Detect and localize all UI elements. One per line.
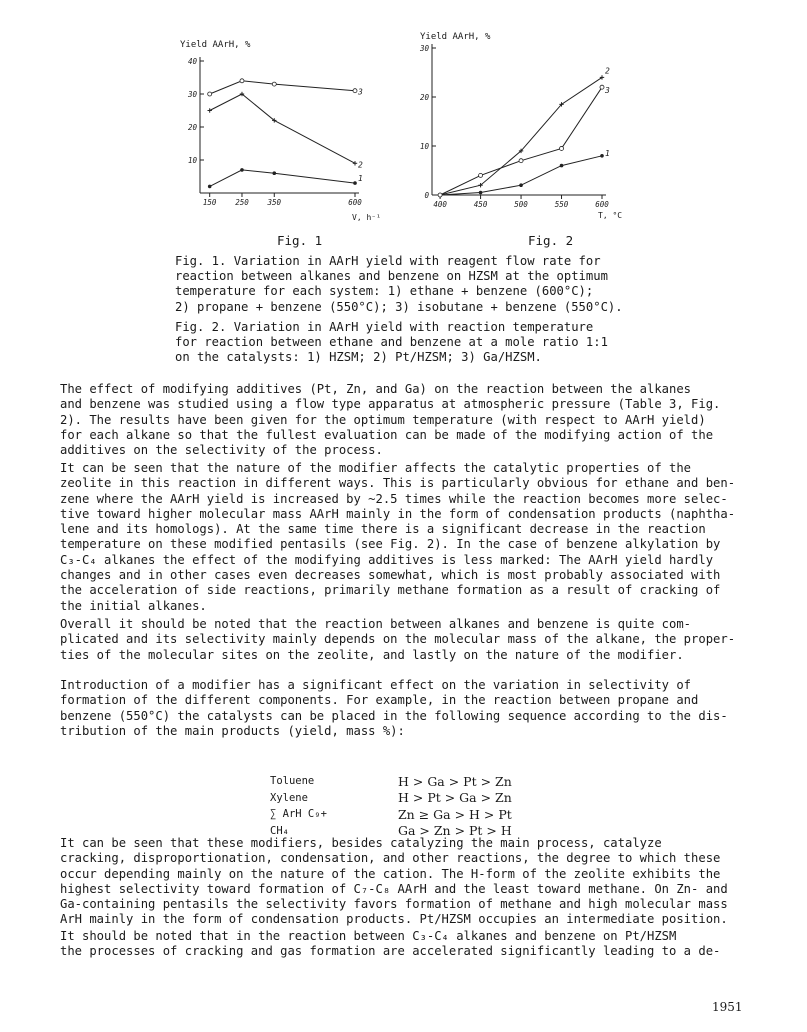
series-line	[440, 87, 602, 195]
fig2-caption: Fig. 2. Variation in AArH yield with reaction temperature for reaction between ethane and benzene at a mole ratio 1:1 on the catalysts: 1) HZSM; 2) Pt/HZSM; 3) Ga/HZSM.	[175, 320, 608, 365]
sequence-order: H > Ga > Pt > Zn	[398, 773, 512, 789]
data-point	[560, 164, 564, 168]
paragraph-2: It can be seen that the nature of the modifier affects the catalytic properties of the zeolite in this reaction in different ways. This is particularly obvious for ethane and ben- zene where the AArH yield is increased by ~2.5 times while the reaction becomes more selec- tive toward higher molecular mass AArH mainly in the form of condensation products (naphtha- lene and its homologs). At the same time there is a significant decrease in the reaction temperature on these modified pentasils (see Fig. 2). In the case of benzene alkylation by C₃-C₄ alkanes the effect of the modifying additives is less marked: The AArH yield hardly changes and in other cases even decreases somewhat, which is most probably associated with the acceleration of side reactions, primarily methane formation as a result of cracking of the initial alkanes.	[60, 461, 736, 613]
series-line	[210, 94, 355, 163]
x-tick-label: 600	[595, 200, 609, 209]
y-tick-label: 20	[187, 123, 197, 132]
x-tick-label: 250	[235, 198, 249, 207]
data-point	[560, 146, 564, 150]
sequence-row	[270, 806, 512, 823]
paragraph-5: It can be seen that these modifiers, besides catalyzing the main process, catalyze cracking, disproportionation, condensation, and other reactions, the degree to which these occur depending mainly on the nature of the cation. The H-form of the zeolite exhibits the highest selectivity toward formation of C₇-C₈ AArH and the least toward methane. On Zn- and Ga-containing pentasils the selectivity favors formation of methane and high molecular mass ArH mainly in the form of condensation products. Pt/HZSM occupies an intermediate position.	[60, 836, 728, 927]
figures-area	[170, 30, 630, 240]
x-tick-label: 150	[202, 198, 217, 207]
x-tick-label: 450	[473, 200, 488, 209]
data-point	[240, 79, 244, 83]
fig1-xlabel: V, h⁻¹	[352, 213, 381, 222]
fig2-chart	[419, 32, 622, 220]
y-tick-label: 10	[187, 156, 197, 165]
data-point	[479, 173, 483, 177]
series-label: 2	[358, 160, 363, 170]
data-point	[208, 185, 212, 189]
fig1-caption: Fig. 1. Variation in AArH yield with reagent flow rate for reaction between alkanes and benzene on HZSM at the optimum temperature for each system: 1) ethane + benzene (600°C); 2) propane + benzene (550°C); 3) isobutane + benzene (550°C).	[175, 254, 623, 314]
paragraph-1: The effect of modifying additives (Pt, Zn, and Ga) on the reaction between the alkanes and benzene was studied using a flow type apparatus at atmospheric pressure (Table 3, Fig. 2). The results have been given for the optimum temperature (with respect to AArH yield) for each alkane so that the fullest evaluation can be made of the modifying action of the additives on the selectivity of the process.	[60, 382, 721, 458]
sequence-product: CH₄	[270, 824, 289, 837]
data-point	[208, 92, 212, 96]
selectivity-sequence-table	[270, 773, 512, 839]
x-tick-label: 600	[348, 198, 362, 207]
page-number: 1951	[712, 1000, 743, 1014]
y-tick-label: 20	[419, 93, 429, 102]
paragraph-6: It should be noted that in the reaction between C₃-C₄ alkanes and benzene on Pt/HZSM the processes of cracking and gas formation are accelerated significantly leading to a de-	[60, 929, 721, 959]
y-tick-label: 30	[419, 44, 429, 53]
sequence-product: ∑ ArH C₉+	[270, 808, 327, 821]
sequence-order: Zn ≥ Ga > H > Pt	[398, 806, 512, 822]
data-point	[600, 85, 604, 89]
series-label: 3	[605, 86, 610, 96]
sequence-product: Xylene	[270, 791, 308, 804]
y-tick-label: 30	[187, 90, 197, 99]
series-label: 3	[358, 87, 363, 97]
sequence-order: H > Pt > Ga > Zn	[398, 790, 512, 806]
y-tick-label: 0	[424, 191, 429, 200]
data-point	[600, 154, 604, 158]
fig1-chart	[180, 40, 381, 222]
data-point	[479, 191, 483, 195]
series-line	[210, 170, 355, 187]
series-line	[440, 77, 602, 195]
fig2-ylabel: Yield AArH, %	[420, 32, 491, 42]
x-tick-label: 400	[433, 200, 447, 209]
data-point	[353, 181, 357, 185]
data-point	[272, 82, 276, 86]
sequence-order: Ga > Zn > Pt > H	[398, 823, 512, 839]
data-point	[353, 89, 357, 93]
x-tick-label: 550	[554, 200, 569, 209]
data-point	[272, 171, 276, 175]
x-tick-label: 500	[514, 200, 528, 209]
y-tick-label: 40	[187, 57, 197, 66]
series-label: 2	[605, 66, 610, 76]
fig2-label: Fig. 2	[528, 233, 574, 248]
fig1-label: Fig. 1	[277, 233, 323, 248]
x-tick-label: 350	[267, 198, 282, 207]
paragraph-4: Introduction of a modifier has a significant effect on the variation in selectivity of formation of the different components. For example, in the reaction between propane and benzene (550°C) the catalysts can be placed in the following sequence according to the dis- tribution of the main products (yield, mass %):	[60, 678, 728, 738]
data-point	[519, 159, 523, 163]
sequence-product: Toluene	[270, 775, 315, 788]
series-label: 1	[358, 174, 363, 184]
data-point	[519, 183, 523, 187]
y-tick-label: 10	[419, 142, 429, 151]
series-label: 1	[605, 148, 610, 158]
sequence-row	[270, 773, 512, 790]
series-line	[210, 81, 355, 94]
data-point	[240, 168, 244, 172]
fig1-ylabel: Yield AArH, %	[180, 40, 251, 50]
sequence-row	[270, 790, 512, 807]
fig2-xlabel: T, °C	[598, 211, 623, 220]
data-point	[438, 193, 442, 197]
paragraph-3: Overall it should be noted that the reaction between alkanes and benzene is quite com- plicated and its selectivity mainly depends on the molecular mass of the alkane, the proper- ties of the molecular sites on the zeolite, and lastly on the nature of the modifier.	[60, 617, 736, 662]
